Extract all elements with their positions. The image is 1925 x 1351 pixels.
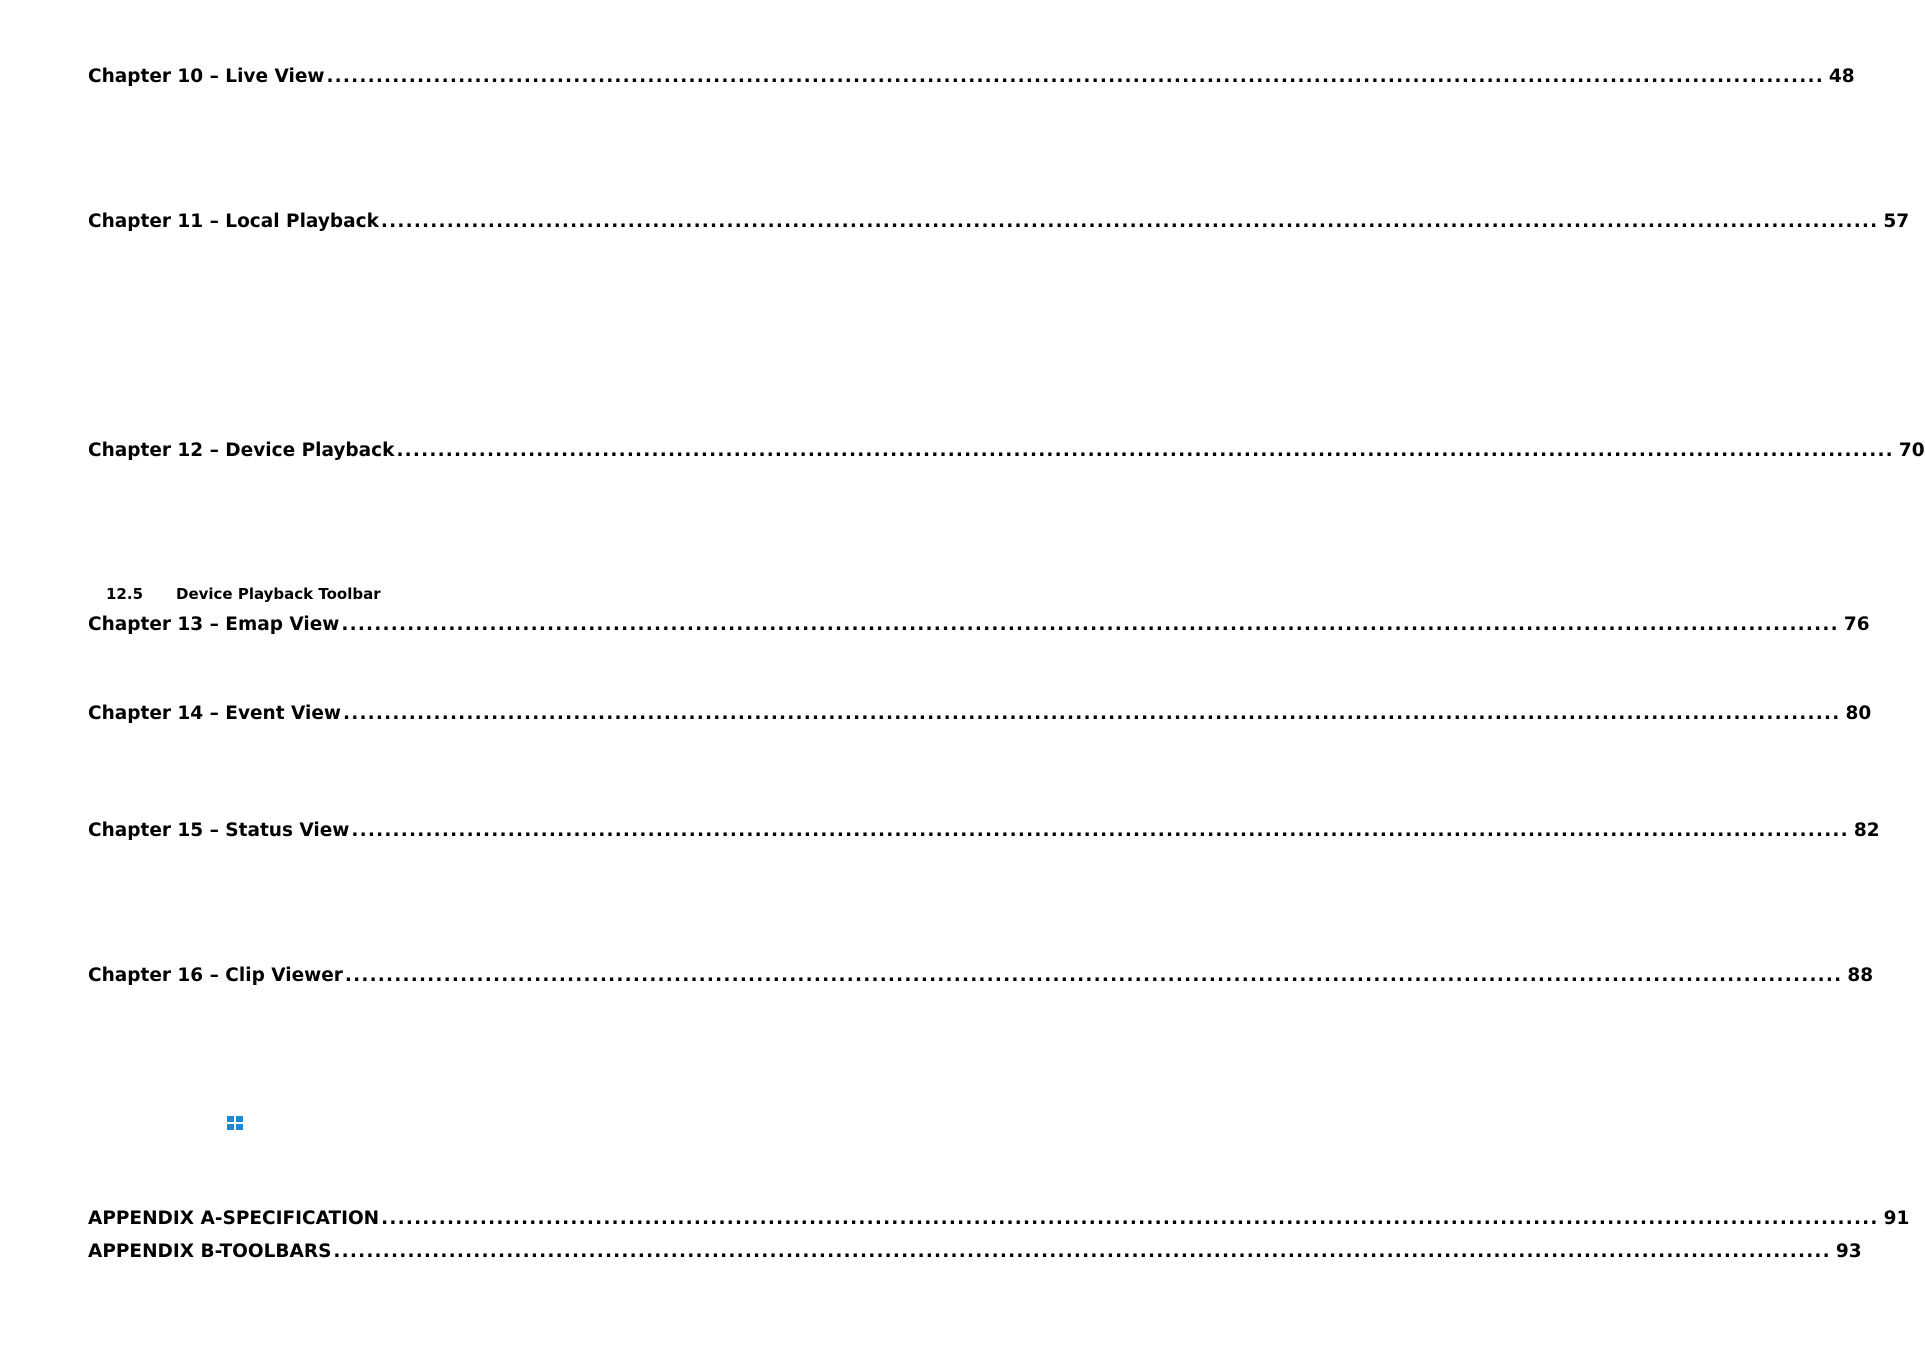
toc-entry-page: 70 [1898, 440, 1925, 461]
windows-logo-pane [236, 1124, 243, 1130]
toc-leader-dots: ...................................................................................................................................................................................... [396, 440, 1894, 461]
toc-entry-chapter-13[interactable] [88, 613, 1870, 637]
windows-logo-pane [227, 1116, 234, 1122]
toc-entry-chapter-11[interactable] [88, 210, 1910, 234]
toc-entry-title: Chapter 15 – Status View [88, 820, 350, 841]
toc-subentry-number: 12.5 [106, 585, 144, 603]
toc-leader-dots: ...................................................................................................................................................................................... [344, 965, 1843, 986]
toc-entry-title: Chapter 10 – Live View [88, 66, 325, 87]
toc-leader-dots: ...................................................................................................................................................................................... [333, 1241, 1831, 1262]
toc-entry-page: 82 [1853, 820, 1880, 841]
toc-entry-page: 88 [1847, 965, 1874, 986]
toc-entry-chapter-14[interactable] [88, 702, 1872, 726]
toc-entry-appendix-b[interactable] [88, 1240, 1862, 1264]
toc-entry-chapter-16[interactable] [88, 964, 1874, 988]
windows-logo-pane [236, 1116, 243, 1122]
toc-entry-page: 57 [1883, 211, 1910, 232]
toc-entry-page: 48 [1828, 66, 1855, 87]
toc-entry-title: APPENDIX B-TOOLBARS [88, 1241, 332, 1262]
toc-entry-chapter-10[interactable] [88, 65, 1855, 89]
toc-leader-dots: ...................................................................................................................................................................................... [341, 614, 1839, 635]
toc-entry-title: Chapter 12 – Device Playback [88, 440, 395, 461]
toc-entry-title: Chapter 11 – Local Playback [88, 211, 379, 232]
toc-subentry-12-5[interactable] [106, 585, 381, 603]
toc-leader-dots: ...................................................................................................................................................................................... [326, 66, 1824, 87]
toc-entry-page: 91 [1883, 1208, 1910, 1229]
toc-entry-title: Chapter 13 – Emap View [88, 614, 340, 635]
toc-entry-title: Chapter 14 – Event View [88, 703, 341, 724]
toc-entry-appendix-a[interactable] [88, 1207, 1910, 1231]
toc-entry-title: Chapter 16 – Clip Viewer [88, 965, 343, 986]
toc-entry-page: 80 [1845, 703, 1872, 724]
toc-entry-page: 93 [1835, 1241, 1862, 1262]
toc-entry-chapter-12[interactable] [88, 439, 1925, 463]
toc-subentry-title: Device Playback Toolbar [176, 585, 381, 603]
toc-leader-dots: ...................................................................................................................................................................................... [380, 211, 1879, 232]
toc-leader-dots: ...................................................................................................................................................................................... [342, 703, 1841, 724]
toc-entry-title: APPENDIX A-SPECIFICATION [88, 1208, 380, 1229]
windows-logo-icon [227, 1116, 243, 1131]
toc-entry-page: 76 [1843, 614, 1870, 635]
windows-logo-pane [227, 1124, 234, 1130]
toc-leader-dots: ...................................................................................................................................................................................... [381, 1208, 1879, 1229]
toc-leader-dots: ...................................................................................................................................................................................... [351, 820, 1849, 841]
toc-entry-chapter-15[interactable] [88, 819, 1880, 843]
